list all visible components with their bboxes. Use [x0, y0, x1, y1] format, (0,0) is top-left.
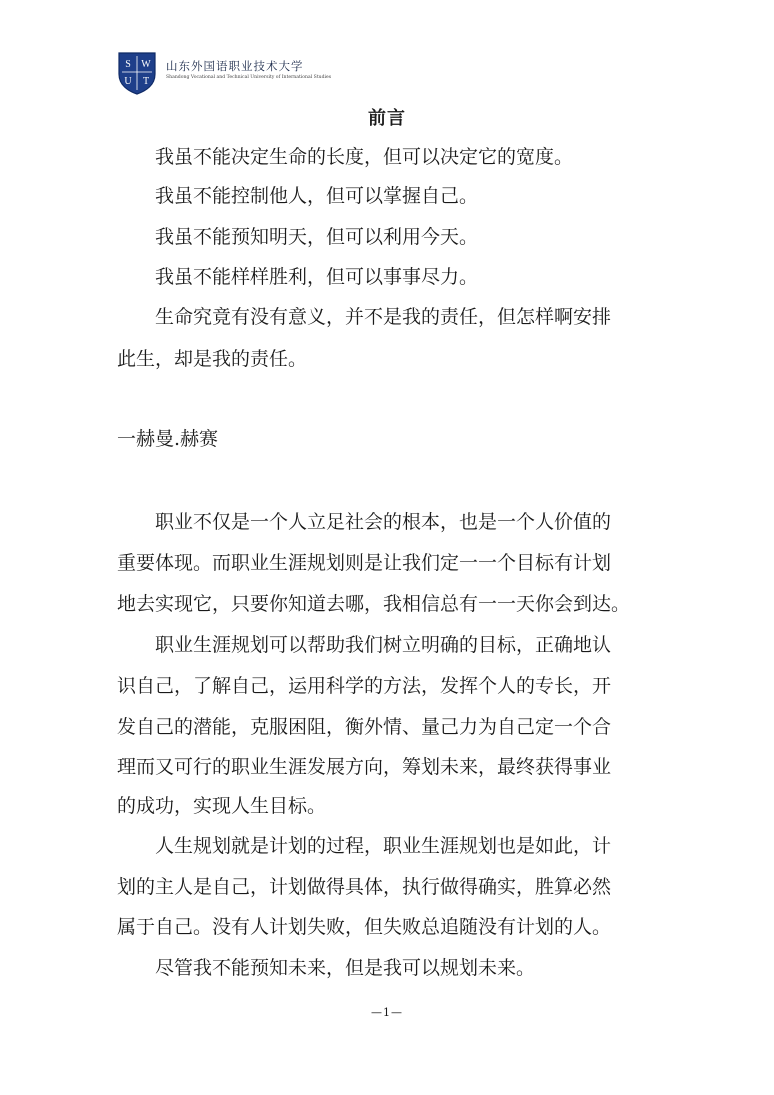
svg-text:S: S: [125, 59, 131, 70]
quote-line: 生命究竟有没有意义，并不是我的责任，但怎样啊安排: [117, 306, 612, 328]
document-header: [116, 48, 416, 96]
school-name-english: Shandong Vocational and Technical University of International Studies: [166, 75, 332, 80]
body-line: 划的主人是自己，计划做得具体，执行做得确实，胜算必然: [117, 876, 612, 898]
header-text: [166, 58, 331, 80]
body-line: 识自己，了解自己，运用科学的方法，发挥个人的专长，开: [117, 675, 612, 697]
quote-line: 此生，却是我的责任。: [117, 348, 308, 370]
page-number: —1—: [371, 1006, 403, 1019]
school-name: 山东外国语职业技术大学: [166, 59, 304, 73]
svg-text:T: T: [142, 76, 150, 87]
body-line: 发自己的潜能，克服困阻，衡外情、量己力为自己定一个合: [117, 716, 612, 738]
body-line: 的成功，实现人生目标。: [117, 795, 327, 817]
body-line: 人生规划就是计划的过程，职业生涯规划也是如此，计: [117, 835, 612, 857]
body-line: 尽管我不能预知未来，但是我可以规划未来。: [117, 957, 536, 979]
university-shield-logo: [116, 50, 158, 96]
svg-text:U: U: [124, 76, 132, 87]
body-line: 地去实现它，只要你知道去哪，我相信总有一一天你会到达。: [117, 593, 631, 615]
page-title: 前言: [368, 108, 406, 129]
body-line: 属于自己。没有人计划失败，但失败总追随没有计划的人。: [117, 916, 612, 938]
svg-text:W: W: [141, 59, 151, 70]
quote-line: 我虽不能预知明天，但可以利用今天。: [117, 226, 479, 248]
body-line: 重要体现。而职业生涯规划则是让我们定一一个目标有计划: [117, 552, 612, 574]
body-line: 职业不仅是一个人立足社会的根本，也是一个人价值的: [117, 511, 612, 533]
body-line: 职业生涯规划可以帮助我们树立明确的目标，正确地认: [117, 634, 612, 656]
quote-attribution: 一赫曼.赫赛: [117, 428, 219, 450]
body-line: 理而又可行的职业生涯发展方向，筹划未来，最终获得事业: [117, 756, 612, 778]
quote-line: 我虽不能样样胜利，但可以事事尽力。: [117, 266, 479, 288]
quote-line: 我虽不能决定生命的长度，但可以决定它的宽度。: [117, 146, 574, 168]
quote-line: 我虽不能控制他人，但可以掌握自己。: [117, 185, 479, 207]
